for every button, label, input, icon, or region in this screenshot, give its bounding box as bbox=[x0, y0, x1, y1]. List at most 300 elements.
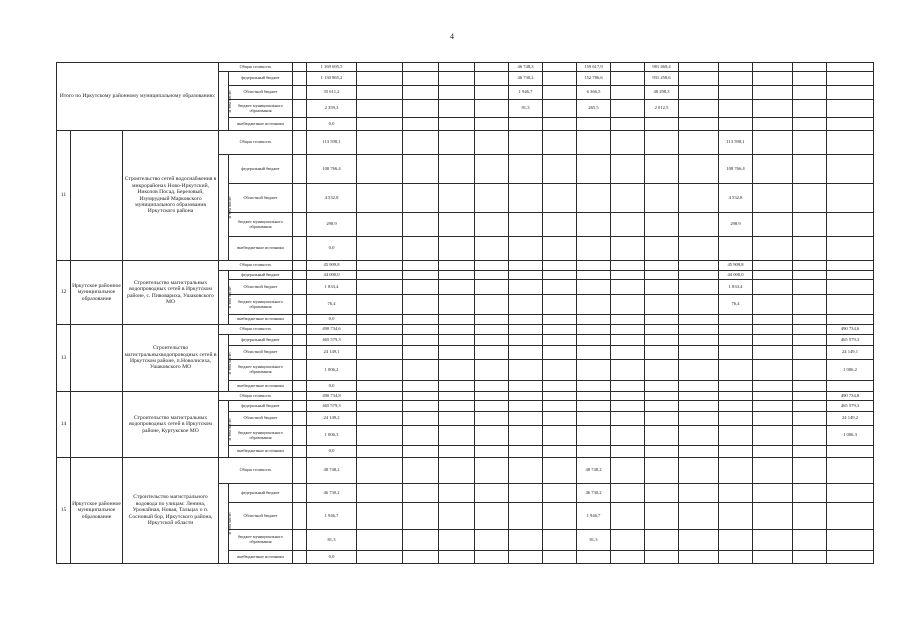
empty-cell bbox=[543, 271, 577, 280]
amount-cell: 0,0 bbox=[307, 118, 357, 131]
label-extra-budget: внебюджетные источники bbox=[229, 446, 293, 458]
empty-cell bbox=[509, 295, 543, 315]
value-cell: 465 579,3 bbox=[827, 335, 874, 346]
label-federal-budget: федеральный бюджет bbox=[229, 335, 293, 346]
empty-cell bbox=[475, 392, 509, 401]
empty-cell bbox=[827, 86, 874, 100]
empty-cell bbox=[645, 213, 679, 237]
empty-cell bbox=[439, 100, 475, 118]
empty-cell bbox=[827, 446, 874, 458]
empty-cell bbox=[543, 551, 577, 564]
empty-cell bbox=[439, 551, 475, 564]
empty-cell bbox=[71, 131, 123, 261]
empty-cell bbox=[543, 315, 577, 325]
empty-cell bbox=[577, 412, 611, 426]
empty-cell bbox=[509, 237, 543, 261]
item-number: 13 bbox=[57, 325, 71, 392]
empty-cell bbox=[439, 446, 475, 458]
amount-cell: 113 598,1 bbox=[307, 131, 357, 155]
item-description: Строительство магистрального водовода по улицам: Ленина, Урожайная, Новая, Тальцах о п. Сосновый бор, Иркутского района, Иркутской области bbox=[123, 458, 219, 564]
empty-cell bbox=[509, 458, 543, 484]
empty-cell bbox=[719, 484, 753, 503]
amount-cell: 298,9 bbox=[307, 213, 357, 237]
table-cell bbox=[293, 446, 307, 458]
empty-cell bbox=[509, 118, 543, 131]
table-cell bbox=[293, 325, 307, 335]
table-cell bbox=[293, 131, 307, 155]
empty-cell bbox=[753, 446, 793, 458]
label-total-cost: Общая стоимость bbox=[219, 392, 293, 401]
amount-cell: 1 006,3 bbox=[307, 426, 357, 446]
empty-cell bbox=[611, 360, 645, 381]
empty-cell bbox=[793, 315, 827, 325]
empty-cell bbox=[403, 86, 439, 100]
financing-table bbox=[56, 62, 874, 564]
empty-cell bbox=[827, 237, 874, 261]
empty-cell bbox=[753, 315, 793, 325]
empty-cell bbox=[645, 412, 679, 426]
empty-cell bbox=[719, 346, 753, 360]
empty-cell bbox=[475, 86, 509, 100]
empty-cell bbox=[645, 335, 679, 346]
empty-cell bbox=[679, 261, 719, 271]
empty-cell bbox=[475, 72, 509, 86]
empty-cell bbox=[475, 100, 509, 118]
value-cell: 45 909,8 bbox=[719, 261, 753, 271]
empty-cell bbox=[793, 484, 827, 503]
table-cell bbox=[293, 401, 307, 412]
empty-cell bbox=[509, 484, 543, 503]
empty-cell bbox=[403, 551, 439, 564]
empty-cell bbox=[719, 315, 753, 325]
amount-cell: 490 734,6 bbox=[307, 325, 357, 335]
empty-cell bbox=[611, 381, 645, 392]
label-extra-budget: внебюджетные источники bbox=[229, 315, 293, 325]
empty-cell bbox=[719, 412, 753, 426]
empty-cell bbox=[827, 295, 874, 315]
empty-cell bbox=[439, 295, 475, 315]
empty-cell bbox=[543, 155, 577, 184]
empty-cell bbox=[439, 155, 475, 184]
empty-cell bbox=[611, 271, 645, 280]
empty-cell bbox=[753, 184, 793, 213]
empty-cell bbox=[403, 271, 439, 280]
empty-cell bbox=[753, 213, 793, 237]
label-regional-budget: Областной бюджет bbox=[229, 184, 293, 213]
empty-cell bbox=[475, 280, 509, 295]
label-municipal-budget: бюджет муниципального образования bbox=[229, 360, 293, 381]
amount-cell: 46 730,2 bbox=[307, 484, 357, 503]
empty-cell bbox=[439, 325, 475, 335]
amount-cell: 4 532,8 bbox=[307, 184, 357, 213]
empty-cell bbox=[403, 295, 439, 315]
empty-cell bbox=[793, 335, 827, 346]
empty-cell bbox=[753, 131, 793, 155]
empty-cell bbox=[357, 86, 403, 100]
empty-cell bbox=[719, 530, 753, 551]
empty-cell bbox=[679, 381, 719, 392]
empty-cell bbox=[577, 401, 611, 412]
empty-cell bbox=[753, 155, 793, 184]
empty-cell bbox=[793, 131, 827, 155]
value-cell: 81,3 bbox=[577, 530, 611, 551]
empty-cell bbox=[611, 295, 645, 315]
empty-cell bbox=[827, 131, 874, 155]
empty-cell bbox=[403, 346, 439, 360]
empty-cell bbox=[403, 131, 439, 155]
empty-cell bbox=[577, 392, 611, 401]
empty-cell bbox=[793, 72, 827, 86]
empty-cell bbox=[577, 295, 611, 315]
empty-cell bbox=[357, 484, 403, 503]
empty-cell bbox=[611, 484, 645, 503]
empty-cell bbox=[543, 63, 577, 72]
amount-cell: 465 579,3 bbox=[307, 401, 357, 412]
table-cell bbox=[293, 484, 307, 503]
empty-cell bbox=[403, 325, 439, 335]
value-cell: 1 833,4 bbox=[719, 280, 753, 295]
amount-cell: 0,0 bbox=[307, 446, 357, 458]
label-extra-budget: внебюджетные источники bbox=[229, 551, 293, 564]
incl-label bbox=[219, 335, 233, 392]
empty-cell bbox=[403, 63, 439, 72]
empty-cell bbox=[357, 261, 403, 271]
empty-cell bbox=[357, 446, 403, 458]
empty-cell bbox=[793, 100, 827, 118]
empty-cell bbox=[645, 131, 679, 155]
empty-cell bbox=[475, 503, 509, 530]
empty-cell bbox=[753, 295, 793, 315]
empty-cell bbox=[509, 155, 543, 184]
rotated-label: В том числе: bbox=[227, 512, 233, 535]
incl-label bbox=[219, 72, 233, 131]
label-federal-budget: федеральный бюджет bbox=[229, 401, 293, 412]
value-cell: 465 579,3 bbox=[827, 401, 874, 412]
summary-row bbox=[57, 63, 874, 72]
empty-cell bbox=[719, 426, 753, 446]
empty-cell bbox=[611, 458, 645, 484]
empty-cell bbox=[645, 237, 679, 261]
empty-cell bbox=[645, 261, 679, 271]
empty-cell bbox=[439, 426, 475, 446]
value-cell: 1 006,3 bbox=[827, 426, 874, 446]
empty-cell bbox=[611, 63, 645, 72]
empty-cell bbox=[475, 530, 509, 551]
empty-cell bbox=[439, 346, 475, 360]
empty-cell bbox=[645, 446, 679, 458]
empty-cell bbox=[403, 484, 439, 503]
label-total-cost: Общая стоимость bbox=[219, 261, 293, 271]
empty-cell bbox=[475, 131, 509, 155]
empty-cell bbox=[577, 346, 611, 360]
value-cell: 44 000,0 bbox=[719, 271, 753, 280]
empty-cell bbox=[543, 401, 577, 412]
item-row bbox=[57, 392, 874, 401]
empty-cell bbox=[645, 295, 679, 315]
empty-cell bbox=[611, 315, 645, 325]
empty-cell bbox=[827, 503, 874, 530]
amount-cell: 48 748,2 bbox=[307, 458, 357, 484]
value-cell: 6 366,5 bbox=[577, 86, 611, 100]
empty-cell bbox=[827, 458, 874, 484]
label-municipal-budget: бюджет муниципального образования bbox=[229, 213, 293, 237]
empty-cell bbox=[679, 503, 719, 530]
empty-cell bbox=[543, 360, 577, 381]
empty-cell bbox=[611, 118, 645, 131]
empty-cell bbox=[509, 213, 543, 237]
empty-cell bbox=[793, 271, 827, 280]
empty-cell bbox=[403, 392, 439, 401]
table-cell bbox=[293, 155, 307, 184]
empty-cell bbox=[475, 381, 509, 392]
empty-cell bbox=[439, 213, 475, 237]
empty-cell bbox=[475, 118, 509, 131]
empty-cell bbox=[403, 335, 439, 346]
empty-cell bbox=[793, 412, 827, 426]
empty-cell bbox=[793, 261, 827, 271]
empty-cell bbox=[439, 63, 475, 72]
empty-cell bbox=[543, 72, 577, 86]
value-cell: 48 298,3 bbox=[645, 86, 679, 100]
empty-cell bbox=[645, 118, 679, 131]
empty-cell bbox=[679, 280, 719, 295]
empty-cell bbox=[753, 271, 793, 280]
label-total-cost: Общая стоимость bbox=[219, 131, 293, 155]
empty-cell bbox=[475, 446, 509, 458]
empty-cell bbox=[645, 458, 679, 484]
empty-cell bbox=[793, 280, 827, 295]
empty-cell bbox=[793, 503, 827, 530]
amount-cell: 1 833,4 bbox=[307, 280, 357, 295]
empty-cell bbox=[439, 401, 475, 412]
value-cell: 46 730,2 bbox=[509, 72, 543, 86]
empty-cell bbox=[403, 412, 439, 426]
empty-cell bbox=[357, 412, 403, 426]
empty-cell bbox=[793, 401, 827, 412]
empty-cell bbox=[475, 315, 509, 325]
empty-cell bbox=[543, 118, 577, 131]
empty-cell bbox=[679, 401, 719, 412]
empty-cell bbox=[577, 426, 611, 446]
empty-cell bbox=[679, 213, 719, 237]
empty-cell bbox=[679, 392, 719, 401]
empty-cell bbox=[357, 325, 403, 335]
empty-cell bbox=[543, 86, 577, 100]
empty-cell bbox=[611, 86, 645, 100]
value-cell: 1 006,2 bbox=[827, 360, 874, 381]
empty-cell bbox=[611, 426, 645, 446]
table-cell bbox=[293, 315, 307, 325]
value-cell: 113 598,1 bbox=[719, 131, 753, 155]
table-cell bbox=[293, 346, 307, 360]
rotated-label: В том числе: bbox=[227, 89, 233, 113]
empty-cell bbox=[577, 261, 611, 271]
empty-cell bbox=[509, 315, 543, 325]
empty-cell bbox=[827, 118, 874, 131]
empty-cell bbox=[645, 325, 679, 335]
empty-cell bbox=[827, 155, 874, 184]
empty-cell bbox=[679, 271, 719, 280]
empty-cell bbox=[475, 295, 509, 315]
empty-cell bbox=[543, 458, 577, 484]
empty-cell bbox=[543, 100, 577, 118]
label-regional-budget: Областной бюджет bbox=[229, 412, 293, 426]
empty-cell bbox=[403, 315, 439, 325]
empty-cell bbox=[403, 118, 439, 131]
empty-cell bbox=[475, 63, 509, 72]
amount-cell: 24 149,1 bbox=[307, 346, 357, 360]
label-total-cost: Общая стоимость bbox=[219, 325, 293, 335]
empty-cell bbox=[357, 360, 403, 381]
label-regional-budget: Областной бюджет bbox=[229, 503, 293, 530]
empty-cell bbox=[403, 401, 439, 412]
empty-cell bbox=[611, 72, 645, 86]
empty-cell bbox=[543, 392, 577, 401]
empty-cell bbox=[645, 315, 679, 325]
empty-cell bbox=[475, 155, 509, 184]
empty-cell bbox=[577, 551, 611, 564]
empty-cell bbox=[439, 530, 475, 551]
empty-cell bbox=[645, 280, 679, 295]
empty-cell bbox=[719, 392, 753, 401]
incl-label bbox=[219, 155, 233, 261]
label-municipal-budget: бюджет муниципального образования bbox=[229, 100, 293, 118]
empty-cell bbox=[543, 484, 577, 503]
empty-cell bbox=[719, 100, 753, 118]
amount-cell: 108 766,4 bbox=[307, 155, 357, 184]
empty-cell bbox=[679, 72, 719, 86]
value-cell: 152 786,6 bbox=[577, 72, 611, 86]
empty-cell bbox=[509, 335, 543, 346]
empty-cell bbox=[475, 237, 509, 261]
empty-cell bbox=[679, 131, 719, 155]
value-cell: 48 748,2 bbox=[577, 458, 611, 484]
empty-cell bbox=[403, 530, 439, 551]
empty-cell bbox=[793, 381, 827, 392]
empty-cell bbox=[543, 335, 577, 346]
amount-cell: 76,4 bbox=[307, 295, 357, 315]
amount-cell: 1 946,7 bbox=[307, 503, 357, 530]
empty-cell bbox=[543, 381, 577, 392]
empty-cell bbox=[827, 261, 874, 271]
value-cell: 24 149,1 bbox=[827, 346, 874, 360]
amount-cell: 1 169 695,5 bbox=[307, 63, 357, 72]
empty-cell bbox=[719, 401, 753, 412]
incl-label bbox=[219, 484, 233, 564]
rotated-label: В том числе: bbox=[227, 196, 233, 219]
empty-cell bbox=[753, 280, 793, 295]
empty-cell bbox=[679, 155, 719, 184]
table-cell bbox=[293, 237, 307, 261]
empty-cell bbox=[357, 346, 403, 360]
empty-cell bbox=[577, 184, 611, 213]
empty-cell bbox=[439, 412, 475, 426]
item-organization: Иркутское районное муниципальное образование bbox=[71, 458, 123, 564]
empty-cell bbox=[753, 458, 793, 484]
empty-cell bbox=[475, 325, 509, 335]
empty-cell bbox=[719, 360, 753, 381]
value-cell: 265,5 bbox=[577, 100, 611, 118]
empty-cell bbox=[403, 72, 439, 86]
empty-cell bbox=[645, 346, 679, 360]
empty-cell bbox=[357, 100, 403, 118]
empty-cell bbox=[753, 100, 793, 118]
empty-cell bbox=[439, 315, 475, 325]
empty-cell bbox=[509, 346, 543, 360]
empty-cell bbox=[679, 86, 719, 100]
empty-cell bbox=[509, 401, 543, 412]
amount-cell: 0,0 bbox=[307, 381, 357, 392]
empty-cell bbox=[793, 530, 827, 551]
incl-label bbox=[219, 271, 233, 325]
empty-cell bbox=[439, 72, 475, 86]
label-federal-budget: федеральный бюджет bbox=[229, 484, 293, 503]
empty-cell bbox=[509, 271, 543, 280]
empty-cell bbox=[793, 213, 827, 237]
summary-title: Итого по Иркутскому районному муниципальному образованию: bbox=[57, 63, 219, 131]
empty-cell bbox=[793, 392, 827, 401]
empty-cell bbox=[679, 315, 719, 325]
empty-cell bbox=[543, 446, 577, 458]
empty-cell bbox=[71, 392, 123, 458]
label-federal-budget: федеральный бюджет bbox=[229, 155, 293, 184]
empty-cell bbox=[475, 271, 509, 280]
empty-cell bbox=[577, 271, 611, 280]
empty-cell bbox=[827, 315, 874, 325]
empty-cell bbox=[509, 551, 543, 564]
empty-cell bbox=[357, 335, 403, 346]
empty-cell bbox=[403, 261, 439, 271]
empty-cell bbox=[357, 392, 403, 401]
empty-cell bbox=[543, 530, 577, 551]
empty-cell bbox=[611, 280, 645, 295]
empty-cell bbox=[679, 63, 719, 72]
table-cell bbox=[293, 271, 307, 280]
empty-cell bbox=[753, 412, 793, 426]
empty-cell bbox=[753, 530, 793, 551]
empty-cell bbox=[357, 155, 403, 184]
empty-cell bbox=[357, 72, 403, 86]
empty-cell bbox=[357, 530, 403, 551]
label-total-cost: Общая стоимость bbox=[219, 458, 293, 484]
table-cell bbox=[293, 72, 307, 86]
empty-cell bbox=[753, 261, 793, 271]
empty-cell bbox=[827, 100, 874, 118]
empty-cell bbox=[439, 484, 475, 503]
empty-cell bbox=[403, 184, 439, 213]
empty-cell bbox=[403, 458, 439, 484]
label-municipal-budget: бюджет муниципального образования bbox=[229, 426, 293, 446]
empty-cell bbox=[827, 72, 874, 86]
empty-cell bbox=[645, 551, 679, 564]
label-regional-budget: Областной бюджет bbox=[229, 346, 293, 360]
empty-cell bbox=[543, 213, 577, 237]
table-cell bbox=[293, 213, 307, 237]
empty-cell bbox=[611, 503, 645, 530]
empty-cell bbox=[827, 184, 874, 213]
empty-cell bbox=[577, 237, 611, 261]
empty-cell bbox=[509, 261, 543, 271]
table-cell bbox=[293, 412, 307, 426]
amount-cell: 45 909,8 bbox=[307, 261, 357, 271]
item-row bbox=[57, 261, 874, 271]
empty-cell bbox=[719, 551, 753, 564]
empty-cell bbox=[719, 335, 753, 346]
table-cell bbox=[293, 86, 307, 100]
empty-cell bbox=[403, 381, 439, 392]
item-number: 12 bbox=[57, 261, 71, 325]
item-row bbox=[57, 325, 874, 335]
